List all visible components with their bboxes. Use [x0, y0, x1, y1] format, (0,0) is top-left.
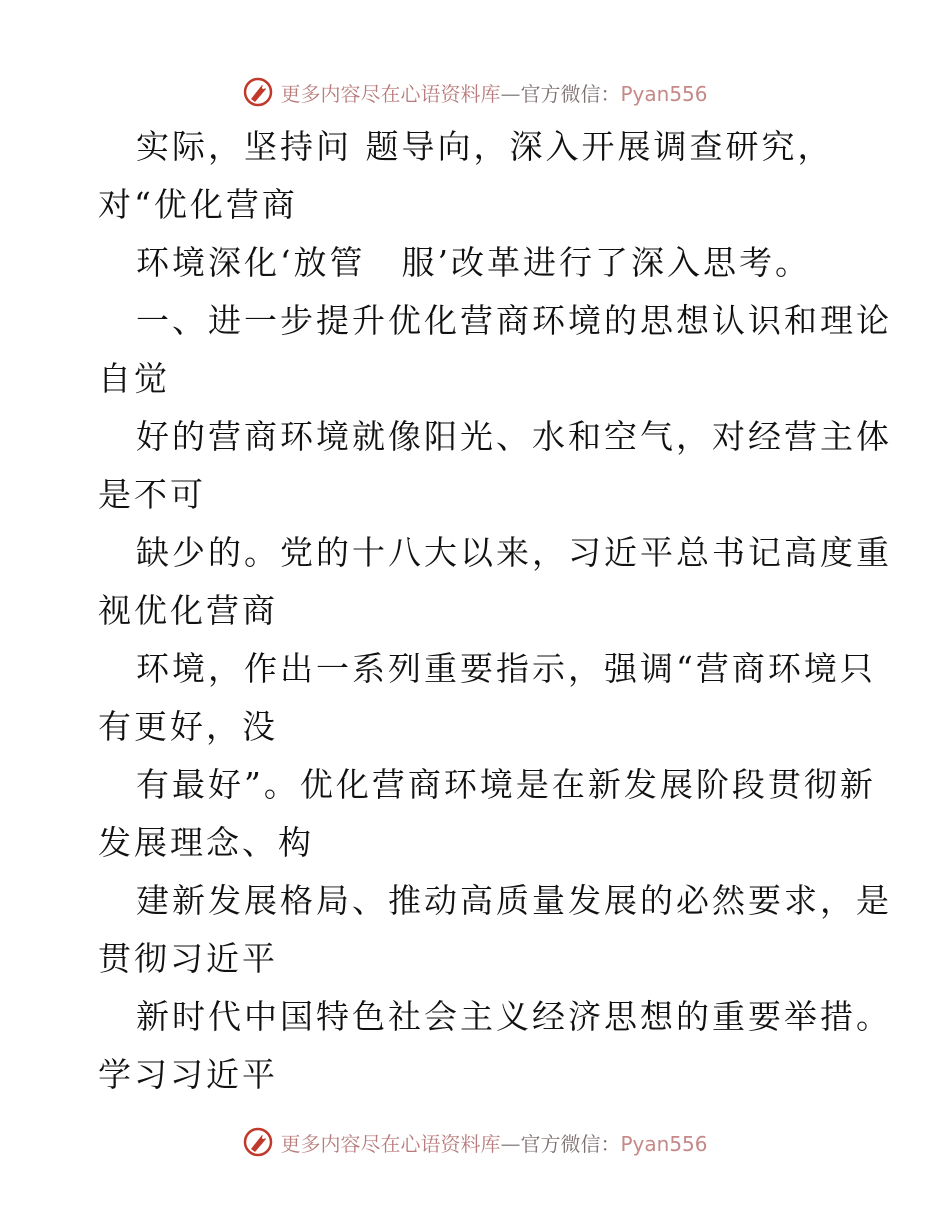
body-line: 实际，坚持问 题导向，深入开展调查研究， — [136, 127, 834, 166]
header-banner-separator: — — [500, 81, 521, 106]
body-line: 环境深化‘放管 服’改革进行了深入思考。 — [136, 243, 811, 282]
body-line: 是不可 — [98, 475, 206, 514]
body-line: 有最好”。优化营商环境是在新发展阶段贯彻新 — [136, 765, 876, 804]
header-wechat-label: 官方微信： — [520, 81, 621, 106]
body-line: 视优化营商 — [98, 591, 278, 630]
body-line: 自觉 — [98, 359, 170, 398]
body-line: 新时代中国特色社会主义经济思想的重要举措。 — [136, 997, 892, 1036]
header-banner — [0, 72, 950, 112]
footer-banner-text — [280, 1128, 707, 1157]
body-line: 有更好，没 — [98, 707, 278, 746]
body-line: 学习习近平 — [98, 1055, 278, 1094]
body-line: 发展理念、构 — [98, 823, 314, 862]
footer-wechat-id: Pyan556 — [620, 1131, 708, 1156]
pen-nib-logo-icon — [242, 1126, 274, 1158]
body-line: 对“优化营商 — [98, 185, 298, 224]
footer-banner-title: 更多内容尽在心语资料库 — [280, 1131, 501, 1156]
body-line: 建新发展格局、推动高质量发展的必然要求，是 — [136, 881, 892, 920]
header-wechat-id: Pyan556 — [620, 81, 708, 106]
document-body — [98, 118, 892, 1104]
body-line: 环境，作出一系列重要指示，强调“营商环境只 — [136, 649, 876, 688]
body-line: 好的营商环境就像阳光、水和空气，对经营主体 — [136, 417, 892, 456]
pen-nib-logo-icon — [242, 76, 274, 108]
footer-wechat-label: 官方微信： — [520, 1131, 621, 1156]
header-banner-title: 更多内容尽在心语资料库 — [280, 81, 501, 106]
body-line: 缺少的。党的十八大以来，习近平总书记高度重 — [136, 533, 892, 572]
body-line: 一、进一步提升优化营商环境的思想认识和理论 — [136, 301, 892, 340]
footer-banner-separator: — — [500, 1131, 521, 1156]
header-banner-text — [280, 78, 707, 107]
body-line: 贯彻习近平 — [98, 939, 278, 978]
footer-banner — [0, 1122, 950, 1162]
